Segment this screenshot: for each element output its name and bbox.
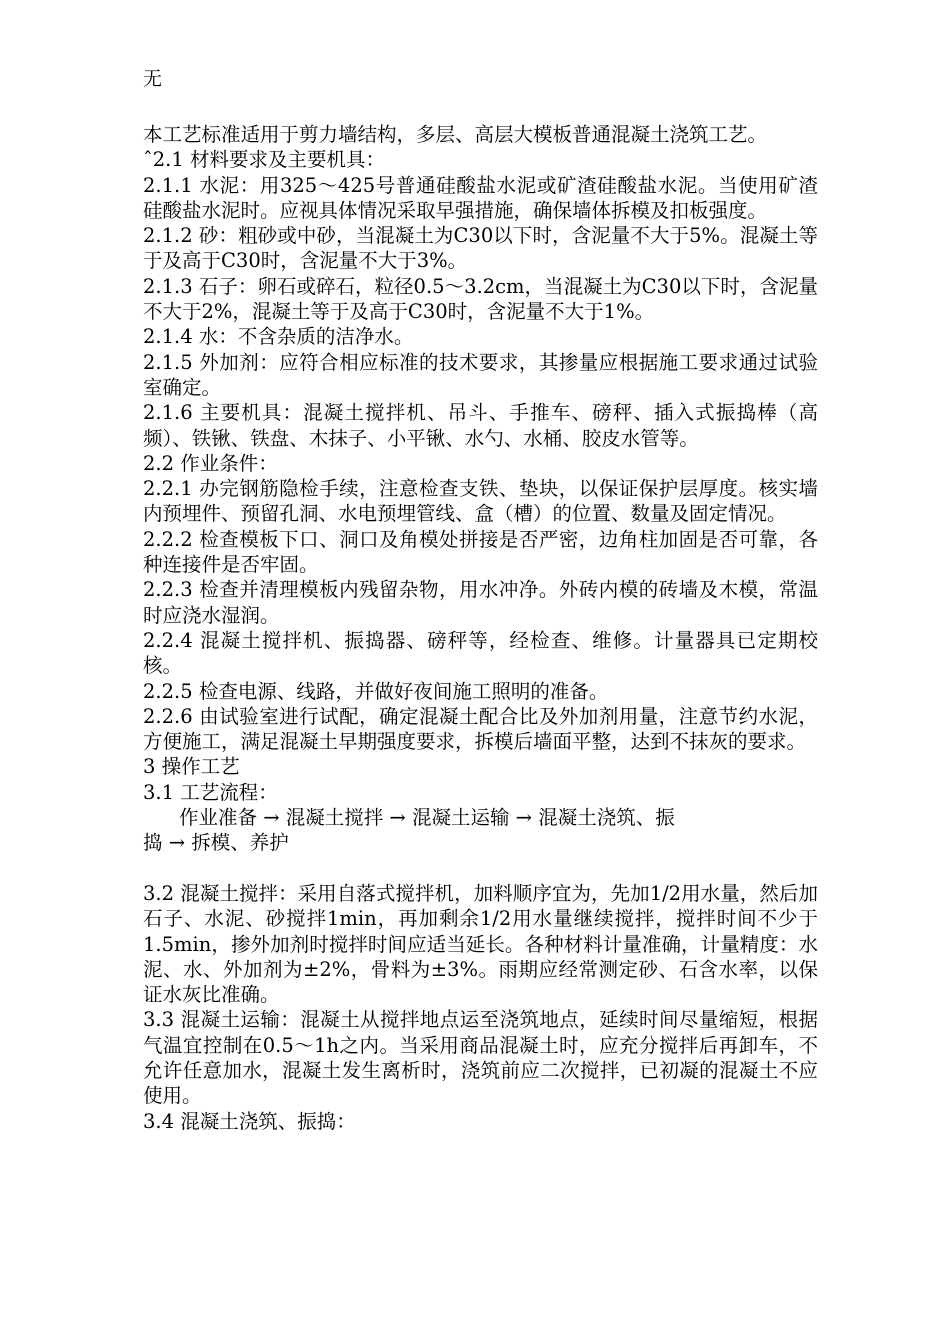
paragraph-2-1-heading: ˆ2.1 材料要求及主要机具：: [143, 148, 385, 172]
paragraph-3-3: 3.3 混凝土运输：混凝土从搅拌地点运至浇筑地点，延续时间尽量缩短，根据气温宜控制在0.5～1h之内。当采用商品混凝土时，应充分搅拌后再卸车，不允许任意加水，混凝土发生离析时，浇筑前应二次搅拌，已初凝的混凝土不应使用。: [143, 1008, 818, 1108]
paragraph-2-2-heading: 2.2 作业条件：: [143, 451, 278, 475]
paragraph-3-1-heading: 3.1 工艺流程：: [143, 780, 278, 804]
paragraph-2-1-6: 2.1.6 主要机具：混凝土搅拌机、吊斗、手推车、磅秤、插入式振捣棒（高频）、铁锹、铁盘、木抹子、小平锹、水勺、水桶、胶皮水管等。: [143, 401, 818, 450]
blank-line: [143, 856, 818, 881]
paragraph-2-1-3: 2.1.3 石子：卵石或碎石，粒径0.5～3.2cm，当混凝土为C30以下时，含泥量不大于2%，混凝土等于及高于C30时，含泥量不大于1%。: [143, 274, 818, 324]
page-header-label: 无: [143, 68, 163, 90]
section-3-heading: 3 操作工艺: [143, 755, 240, 779]
paragraph-2-2-6: 2.2.6 由试验室进行试配，确定混凝土配合比及外加剂用量，注意节约水泥，方便施工，满足混凝土早期强度要求，拆模后墙面平整，达到不抹灰的要求。: [143, 704, 818, 754]
paragraph-2-2-3: 2.2.3 检查并清理模板内残留杂物，用水冲净。外砖内模的砖墙及木模，常温时应浇水湿润。: [143, 578, 818, 627]
process-flow-line-2: 捣 → 拆模、养护: [143, 831, 289, 855]
document-body: [143, 122, 818, 1134]
paragraph-2-1-1: 2.1.1 水泥：用325～425号普通硅酸盐水泥或矿渣硅酸盐水泥。当使用矿渣硅酸盐水泥时。应视具体情况采取早强措施，确保墙体拆模及扣板强度。: [143, 173, 818, 222]
paragraph-scope: 本工艺标准适用于剪力墙结构，多层、高层大模板普通混凝土浇筑工艺。: [143, 123, 768, 146]
paragraph-3-2: 3.2 混凝土搅拌：采用自落式搅拌机，加料顺序宜为，先加1/2用水量，然后加石子、水泥、砂搅拌1min，再加剩余1/2用水量继续搅拌，搅拌时间不少于1.5min，掺外加剂时搅拌时间应适当延长。各种材料计量准确，计量精度：水泥、水、外加剂为±2%，骨料为±3%。雨期应经常测定砂、石含水率，以保证水灰比准确。: [143, 881, 818, 1007]
paragraph-2-1-4: 2.1.4 水：不含杂质的洁净水。: [143, 325, 414, 349]
paragraph-3-4-heading: 3.4 混凝土浇筑、振捣：: [143, 1109, 356, 1133]
paragraph-2-2-1: 2.2.1 办完钢筋隐检手续，注意检查支铁、垫块，以保证保护层厚度。核实墙内预埋件、预留孔洞、水电预埋管线、盒（槽）的位置、数量及固定情况。: [143, 477, 818, 526]
paragraph-2-1-2: 2.1.2 砂：粗砂或中砂，当混凝土为C30以下时，含泥量不大于5%。混凝土等于及高于C30时，含泥量不大于3%。: [143, 224, 818, 273]
paragraph-2-2-2: 2.2.2 检查模板下口、洞口及角模处拼接是否严密，边角柱加固是否可靠，各种连接件是否牢固。: [143, 527, 818, 577]
paragraph-2-2-5: 2.2.5 检查电源、线路，并做好夜间施工照明的准备。: [143, 679, 609, 703]
paragraph-2-1-5: 2.1.5 外加剂：应符合相应标准的技术要求，其掺量应根据施工要求通过试验室确定。: [143, 350, 818, 399]
process-flow-line-1: 作业准备 → 混凝土搅拌 → 混凝土运输 → 混凝土浇筑、振: [179, 806, 675, 830]
paragraph-2-2-4: 2.2.4 混凝土搅拌机、振捣器、磅秤等，经检查、维修。计量器具已定期校核。: [143, 628, 818, 678]
